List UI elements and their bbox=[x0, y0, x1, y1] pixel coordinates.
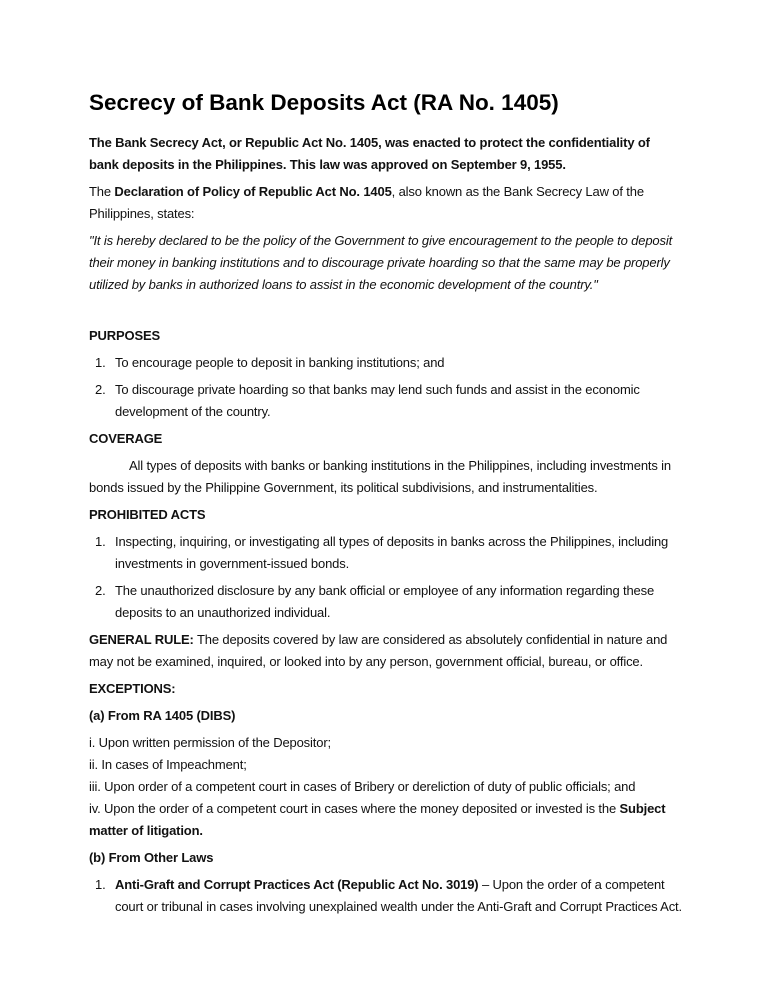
list-number: 2. bbox=[95, 382, 106, 397]
list-text: To encourage people to deposit in banking institutions; and bbox=[115, 355, 445, 370]
policy-paragraph bbox=[89, 181, 683, 225]
exceptions-a-heading: (a) From RA 1405 (DIBS) bbox=[89, 708, 236, 723]
policy-suffix: , also known as the Bank Secrecy Law of the Philippines, states: bbox=[89, 184, 644, 221]
policy-quote: "It is hereby declared to be the policy of the Government to give encouragement to the people to deposit their money in banking institutions and to discourage private hoarding so that the same may be properly utilized by banks in authorized loans to assist in the economic development of the country." bbox=[89, 233, 673, 292]
exceptions-a-list bbox=[89, 732, 683, 842]
list-item bbox=[89, 379, 683, 423]
exceptions-b-heading: (b) From Other Laws bbox=[89, 850, 214, 865]
policy-bold: Declaration of Policy of Republic Act No. 1405 bbox=[114, 184, 392, 199]
coverage-heading: COVERAGE bbox=[89, 431, 163, 446]
page-title: Secrecy of Bank Deposits Act (RA No. 1405) bbox=[89, 90, 559, 115]
list-item bbox=[89, 580, 683, 624]
list-item bbox=[89, 352, 683, 374]
exceptions-b-list bbox=[89, 874, 683, 918]
purposes-list bbox=[89, 352, 683, 423]
exception-item: ii. In cases of Impeachment; bbox=[89, 757, 247, 772]
purposes-heading: PURPOSES bbox=[89, 328, 161, 343]
list-text: Inspecting, inquiring, or investigating all types of deposits in banks across the Philippines, including investments in government-issued bonds. bbox=[115, 534, 669, 571]
exception-bold: Subject matter of litigation. bbox=[89, 801, 666, 838]
exceptions-heading: EXCEPTIONS: bbox=[89, 681, 176, 696]
general-rule-label: GENERAL RULE: bbox=[89, 632, 194, 647]
exception-item bbox=[89, 798, 683, 842]
prohibited-heading: PROHIBITED ACTS bbox=[89, 507, 206, 522]
intro-paragraph: The Bank Secrecy Act, or Republic Act No. 1405, was enacted to protect the confidentiality of bank deposits in the Philippines. This law was approved on September 9, 1955. bbox=[89, 135, 650, 172]
law-name: Anti-Graft and Corrupt Practices Act (Republic Act No. 3019) bbox=[115, 877, 479, 892]
general-rule bbox=[89, 629, 683, 673]
list-number: 1. bbox=[95, 534, 106, 549]
document-page bbox=[89, 88, 683, 923]
exception-item: iii. Upon order of a competent court in cases of Bribery or dereliction of duty of public officials; and bbox=[89, 779, 636, 794]
exception-item: i. Upon written permission of the Depositor; bbox=[89, 735, 331, 750]
list-number: 1. bbox=[95, 355, 106, 370]
general-rule-text: The deposits covered by law are considered as absolutely confidential in nature and may not be examined, inquired, or looked into by any person, government official, bureau, or office. bbox=[89, 632, 668, 669]
list-number: 1. bbox=[95, 877, 106, 892]
list-text: The unauthorized disclosure by any bank official or employee of any information regarding these deposits to an unauthorized individual. bbox=[115, 583, 655, 620]
policy-prefix: The bbox=[89, 184, 115, 199]
list-item bbox=[89, 531, 683, 575]
list-text: – Upon the order of a competent court or tribunal in cases involving unexplained wealth under the Anti-Graft and Corrupt Practices Act. bbox=[115, 877, 682, 914]
coverage-text: All types of deposits with banks or banking institutions in the Philippines, including investments in bonds issued by the Philippine Government, its political subdivisions, and instrumentalities. bbox=[89, 458, 671, 495]
exception-text: iv. Upon the order of a competent court in cases where the money deposited or invested is the bbox=[89, 801, 620, 816]
list-item bbox=[89, 874, 683, 918]
list-number: 2. bbox=[95, 583, 106, 598]
list-text: To discourage private hoarding so that banks may lend such funds and assist in the economic development of the country. bbox=[115, 382, 640, 419]
prohibited-list bbox=[89, 531, 683, 624]
